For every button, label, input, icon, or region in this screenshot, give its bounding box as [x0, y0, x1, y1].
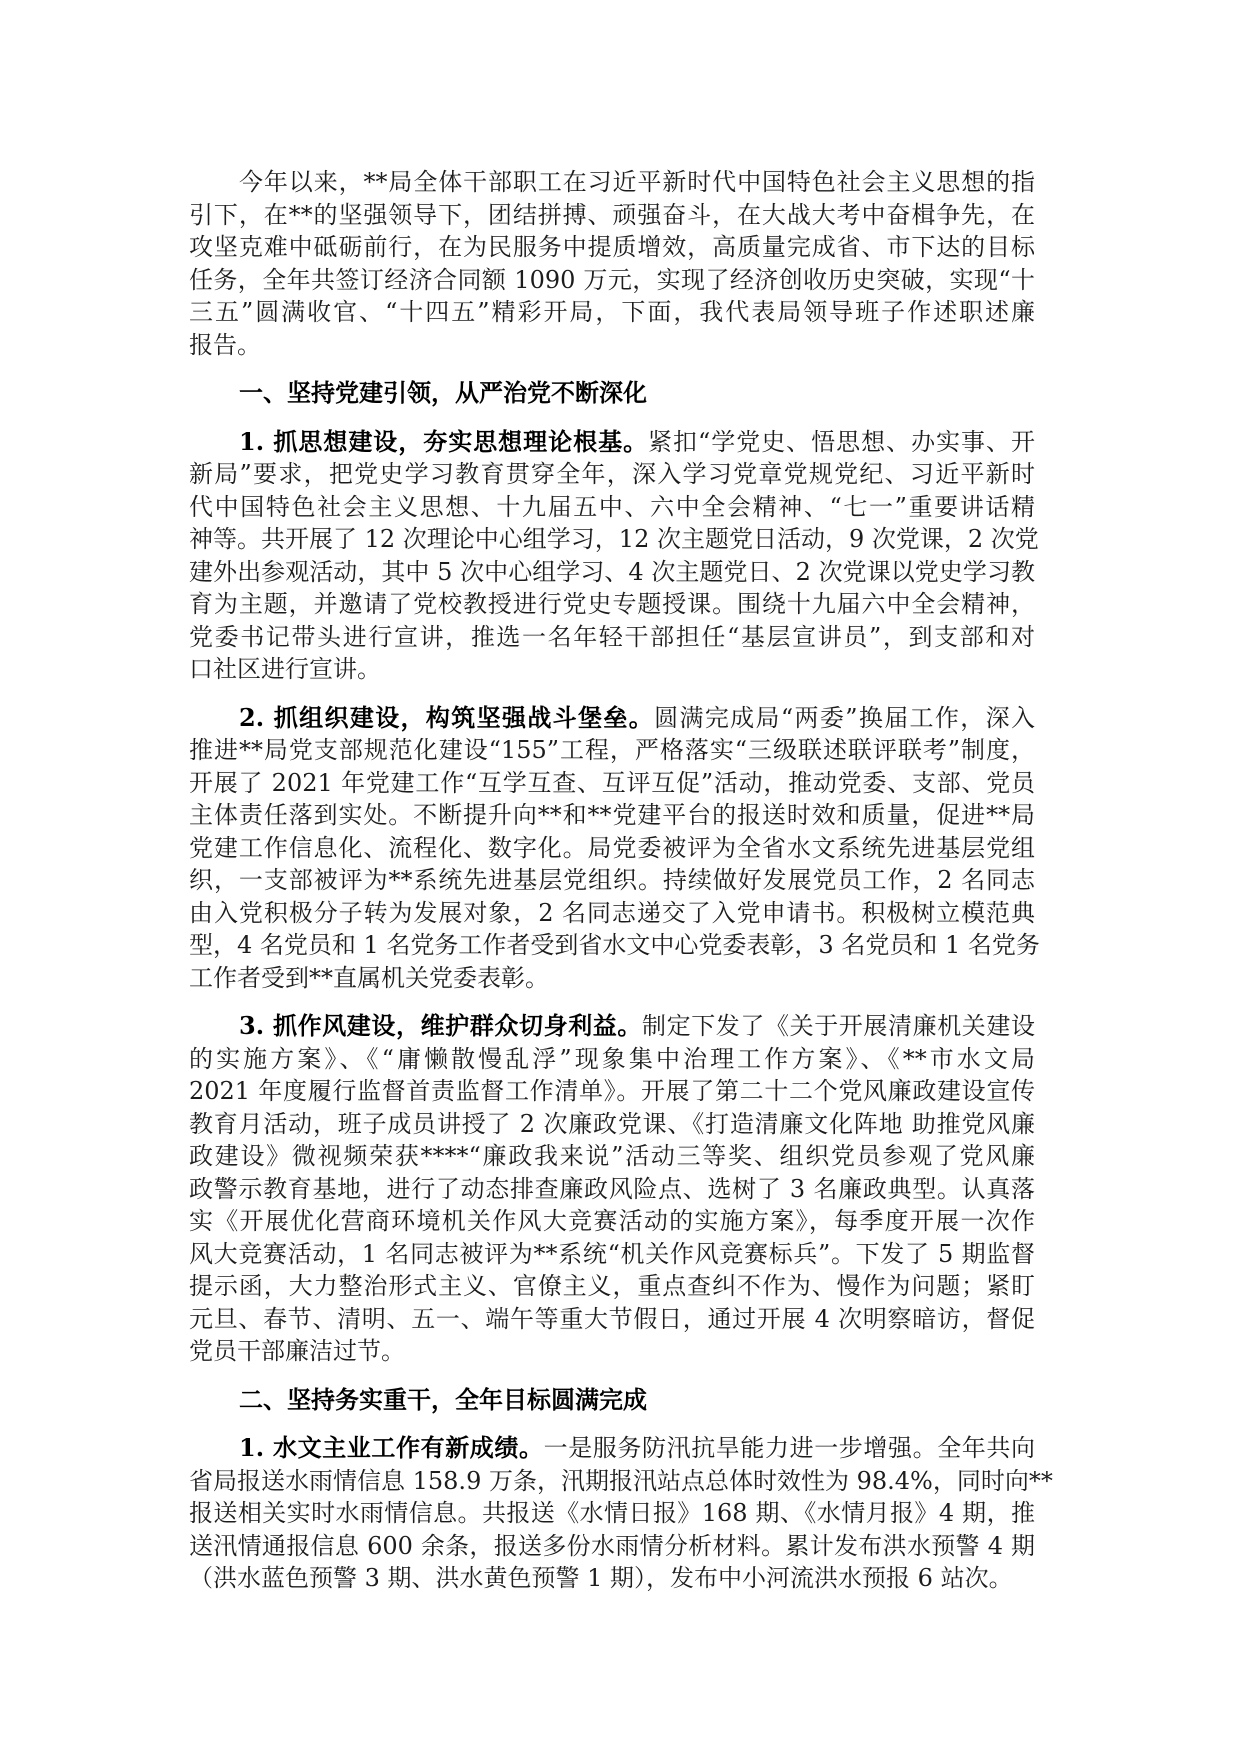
line-text: 开展了 2021 年党建工作“互学互查、互评互促”活动，推动党委、支部、党员	[189, 768, 1035, 797]
paragraph-lead-title: 2. 抓组织建设，构筑坚强战斗堡垒。	[239, 702, 655, 732]
text-line	[189, 1108, 1035, 1141]
text-line	[189, 734, 1035, 767]
line-text: 主体责任落到实处。不断提升向**和**党建平台的报送时效和质量，促进**局	[189, 801, 1035, 829]
line-text: 制定下发了《关于开展清廉机关建设	[642, 1012, 1035, 1040]
line-text: 三五”圆满收官、“十四五”精彩开局，下面，我代表局领导班子作述职述廉	[189, 298, 1035, 326]
text-line	[189, 1205, 1035, 1238]
line-text: 型，4 名党员和 1 名党务工作者受到省水文中心党委表彰，3 名党员和 1 名党务	[189, 931, 1040, 959]
text-line	[189, 702, 1035, 735]
text-line	[189, 1043, 1035, 1076]
line-text: 紧扣“学党史、悟思想、办实事、开	[648, 427, 1035, 456]
line-text: 口社区进行宣讲。	[189, 655, 381, 683]
line-text: 新局”要求，把党史学习教育贯穿全年，深入学习党章党规党纪、习近平新时	[189, 460, 1035, 488]
text-line	[189, 767, 1035, 800]
line-text: 的实施方案》、《“庸懒散慢乱浮”现象集中治理工作方案》、《**市水文局	[189, 1044, 1035, 1073]
line-text: 2021 年度履行监督首责监督工作清单》。开展了第二十二个党风廉政建设宣传	[189, 1077, 1035, 1105]
paragraph	[189, 1432, 1053, 1595]
text-line	[189, 1173, 1035, 1206]
line-text: 由入党积极分子转为发展对象，2 名同志递交了入党申请书。积极树立模范典	[189, 898, 1035, 927]
text-line	[189, 426, 1035, 459]
line-text: 一、坚持党建引领，从严治党不断深化	[239, 378, 647, 407]
line-text: （洪水蓝色预警 3 期、洪水黄色预警 1 期），发布中小河流洪水预报 6 站次。	[189, 1564, 1013, 1592]
text-line	[189, 329, 1035, 362]
line-text: 育为主题，并邀请了党校教授进行党史专题授课。围绕十九届六中全会精神，	[189, 590, 1035, 618]
line-text: 今年以来，**局全体干部职工在习近平新时代中国特色社会主义思想的指	[239, 168, 1035, 196]
line-text: 引下，在**的坚强领导下，团结拼搏、顽强奋斗，在大战大考中奋楫争先，在	[189, 200, 1035, 229]
text-line	[189, 1384, 1035, 1417]
text-line	[189, 653, 1035, 686]
text-line	[189, 1497, 1035, 1530]
line-text: 推进**局党支部规范化建设“155”工程，严格落实“三级联述联评联考”制度，	[189, 736, 1035, 764]
line-text: 圆满完成局“两委”换届工作，深入	[654, 703, 1035, 732]
text-line	[189, 588, 1035, 621]
line-text: 一是服务防汛抗旱能力进一步增强。全年共向	[543, 1434, 1035, 1462]
line-text: 二、坚持务实重干，全年目标圆满完成	[239, 1384, 647, 1414]
line-text: 风大竞赛活动，1 名同志被评为**系统“机关作风竞赛标兵”。下发了 5 期监督	[189, 1239, 1035, 1268]
line-text: 任务，全年共签订经济合同额 1090 万元，实现了经济创收历史突破，实现“十	[189, 265, 1035, 294]
text-line	[189, 458, 1035, 491]
document-body	[189, 166, 1053, 1611]
paragraph	[189, 1010, 1035, 1368]
line-text: 报送相关实时水雨情信息。共报送《水情日报》168 期、《水情月报》4 期，推	[189, 1499, 1035, 1527]
paragraph	[189, 702, 1040, 995]
text-line	[189, 1432, 1035, 1465]
text-line	[189, 491, 1035, 524]
paragraph-lead-title: 3. 抓作风建设，维护群众切身利益。	[239, 1011, 642, 1040]
text-line	[189, 864, 1035, 897]
line-text: 教育月活动，班子成员讲授了 2 次廉政党课、《打造清廉文化阵地 助推党风廉	[189, 1109, 1035, 1138]
text-line	[189, 1335, 1035, 1368]
line-text: 党建工作信息化、流程化、数字化。局党委被评为全省水文系统先进基层党组	[189, 833, 1035, 862]
text-line	[189, 1140, 1035, 1173]
text-line	[189, 1010, 1035, 1043]
paragraph-lead-title: 1. 水文主业工作有新成绩。	[239, 1433, 544, 1462]
text-line	[189, 621, 1035, 654]
text-line	[189, 962, 1035, 995]
text-line	[189, 832, 1035, 865]
text-line	[189, 799, 1035, 832]
line-text: 工作者受到**直属机关党委表彰。	[189, 963, 549, 992]
text-line	[189, 199, 1035, 232]
line-text: 提示函，大力整治形式主义、官僚主义，重点查纠不作为、慢作为问题；紧盯	[189, 1272, 1035, 1300]
text-line	[189, 1075, 1035, 1108]
line-text: 省局报送水雨情信息 158.9 万条，汛期报汛站点总体时效性为 98.4%，同时向**	[189, 1466, 1053, 1495]
paragraph-lead-title: 1. 抓思想建设，夯实思想理论根基。	[239, 426, 649, 456]
text-line	[189, 929, 1040, 962]
text-line	[189, 1530, 1035, 1563]
line-text: 党委书记带头进行宣讲，推选一名年轻干部担任“基层宣讲员”，到支部和对	[189, 622, 1035, 651]
text-line	[189, 264, 1035, 297]
paragraph	[189, 166, 1035, 361]
line-text: 实《开展优化营商环境机关作风大竞赛活动的实施方案》，每季度开展一次作	[189, 1207, 1035, 1235]
line-text: 报告。	[189, 330, 261, 359]
line-text: 政建设》微视频荣获****“廉政我来说”活动三等奖、组织党员参观了党风廉	[189, 1142, 1035, 1170]
text-line	[189, 1562, 1035, 1595]
text-line	[189, 1238, 1035, 1271]
text-line	[189, 523, 1039, 556]
line-text: 神等。共开展了 12 次理论中心组学习，12 次主题党日活动，9 次党课，2 次党	[189, 525, 1039, 553]
text-line	[189, 166, 1035, 199]
text-line	[189, 556, 1035, 589]
paragraph	[189, 426, 1039, 686]
text-line	[189, 897, 1035, 930]
line-text: 政警示教育基地，进行了动态排查廉政风险点、选树了 3 名廉政典型。认真落	[189, 1174, 1035, 1203]
section-heading	[189, 377, 1035, 410]
line-text: 织，一支部被评为**系统先进基层党组织。持续做好发展党员工作，2 名同志	[189, 866, 1035, 894]
line-text: 代中国特色社会主义思想、十九届五中、六中全会精神、“七一”重要讲话精	[189, 492, 1035, 521]
text-line	[189, 296, 1035, 329]
line-text: 攻坚克难中砥砺前行，在为民服务中提质增效，高质量完成省、市下达的目标	[189, 233, 1035, 261]
line-text: 党员干部廉洁过节。	[189, 1337, 405, 1365]
line-text: 建外出参观活动，其中 5 次中心组学习、4 次主题党日、2 次党课以党史学习教	[189, 557, 1035, 586]
text-line	[189, 1303, 1035, 1336]
line-text: 元旦、春节、清明、五一、端午等重大节假日，通过开展 4 次明察暗访，督促	[189, 1304, 1035, 1333]
text-line	[189, 231, 1035, 264]
text-line	[189, 1270, 1035, 1303]
text-line	[189, 1465, 1053, 1498]
section-heading	[189, 1384, 1035, 1417]
text-line	[189, 377, 1035, 410]
line-text: 送汛情通报信息 600 余条，报送多份水雨情分析材料。累计发布洪水预警 4 期	[189, 1531, 1035, 1560]
